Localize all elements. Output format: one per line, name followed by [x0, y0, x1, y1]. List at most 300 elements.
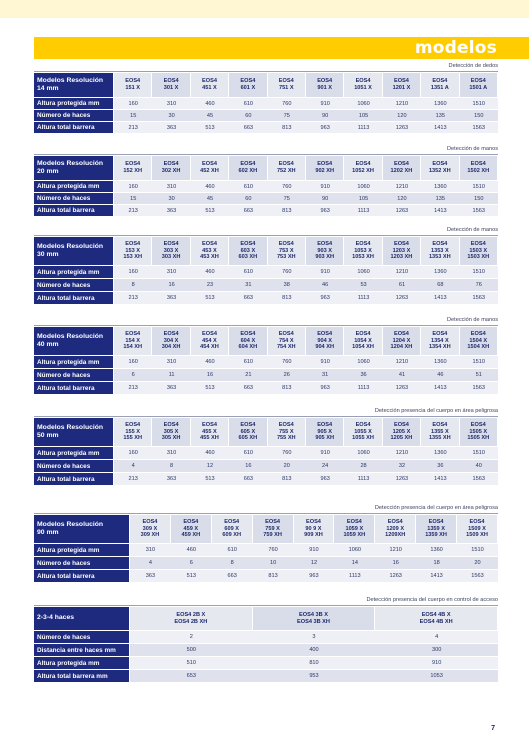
spec-value: 1510 [460, 181, 498, 193]
spec-value: 610 [229, 447, 267, 460]
spec-value: 6 [114, 369, 152, 382]
spec-value: 760 [268, 447, 306, 460]
model-cell [344, 327, 382, 356]
model-code-line: 153 XH [123, 254, 143, 261]
model-cell [421, 327, 459, 356]
model-header-row [34, 327, 498, 356]
model-code-line: 1209XH [385, 532, 406, 539]
spec-row [34, 473, 498, 486]
model-code-line: 1055 X [354, 428, 372, 435]
model-cell [268, 156, 306, 181]
spec-value: 46 [421, 369, 459, 382]
spec-value: 1210 [383, 181, 421, 193]
spec-value: 513 [171, 570, 212, 583]
model-code-line: 1504 X [469, 337, 488, 344]
model-code-line: 903 XH [315, 254, 334, 261]
model-code-line: 153 X [125, 247, 141, 254]
section-caption: Detección presencia del cuerpo en área peligrosa [374, 408, 498, 414]
model-code-line: 1509 X [468, 525, 486, 532]
spec-value: 910 [306, 447, 344, 460]
model-code-line: EOS4 [355, 422, 371, 429]
model-code-line: 904 X [317, 337, 332, 344]
spec-value: 60 [229, 193, 267, 205]
model-cell [375, 607, 498, 631]
spec-value: 1060 [334, 544, 375, 557]
spec-value: 910 [306, 98, 344, 110]
spec-value: 60 [229, 110, 267, 122]
model-cell [460, 327, 498, 356]
spec-value: 363 [152, 205, 190, 217]
model-code-line: EOS4 [202, 78, 217, 85]
model-cell [306, 418, 344, 447]
spec-value: 1413 [421, 122, 459, 134]
spec-value: 45 [191, 110, 229, 122]
model-cell [306, 73, 344, 98]
spec-value: 10 [253, 557, 294, 570]
resolution-label-line: Modelos Resolución [37, 159, 104, 167]
spec-value: 1510 [460, 356, 498, 369]
resolution-label [34, 515, 130, 544]
model-code-line: EOS4 [163, 78, 179, 85]
spec-value: 213 [114, 382, 152, 395]
spec-value: 18 [416, 557, 457, 570]
spec-value: 1113 [344, 473, 382, 486]
caption-divider [34, 154, 498, 155]
model-code-line: 755 X [278, 428, 294, 435]
spec-value: 1113 [344, 382, 382, 395]
model-cell [191, 327, 229, 356]
spec-value: 120 [383, 110, 421, 122]
spec-value: 610 [229, 266, 267, 279]
spec-value: 61 [383, 279, 421, 292]
spec-value: 11 [152, 369, 190, 382]
model-code-line: 1053 XH [352, 254, 374, 261]
model-cell [253, 607, 376, 631]
model-cell [268, 418, 306, 447]
model-code-line: 155 X [125, 428, 141, 435]
spec-value: 1263 [383, 473, 421, 486]
model-code-line: 754 XH [276, 344, 296, 351]
spec-value: 24 [306, 460, 344, 473]
spec-value: 36 [421, 460, 459, 473]
model-code-line: 152 XH [123, 168, 143, 174]
model-cell [460, 237, 498, 266]
model-cell [191, 73, 229, 98]
spec-table [34, 237, 498, 305]
model-code-line: EOS4 [432, 161, 448, 168]
spec-value: 910 [306, 356, 344, 369]
model-cell [344, 237, 382, 266]
spec-value: 16 [152, 279, 190, 292]
model-code-line: 1202 XH [390, 168, 413, 174]
model-cell [152, 418, 190, 447]
spec-value: 8 [152, 460, 190, 473]
model-cell [416, 515, 457, 544]
model-code-line: EOS4 [355, 78, 371, 85]
model-cell [344, 73, 382, 98]
spec-value: 1510 [460, 266, 498, 279]
spec-value: 663 [212, 570, 253, 583]
model-code-line: EOS4 [393, 161, 409, 168]
spec-value: 1360 [421, 266, 459, 279]
model-cell [375, 515, 416, 544]
spec-value: 963 [306, 205, 344, 217]
spec-value: 8 [114, 279, 152, 292]
row-label: Altura protegida mm [34, 181, 114, 193]
model-code-line: 1209 X [386, 525, 405, 532]
spec-row [34, 644, 498, 657]
model-code-line: EOS4 [240, 78, 256, 85]
spec-value: 1563 [460, 292, 498, 305]
model-code-line: 309 X [142, 525, 158, 532]
model-code-line: 1354 X [430, 337, 449, 344]
spec-value: 90 [306, 110, 344, 122]
spec-value: 460 [191, 356, 229, 369]
spec-value: 15 [114, 110, 152, 122]
spec-value: 513 [191, 473, 229, 486]
model-code-line: EOS4 [470, 241, 486, 248]
row-label: Altura protegida mm [34, 544, 130, 557]
spec-row [34, 631, 498, 644]
model-code-line: EOS4 [278, 241, 294, 248]
spec-value: 663 [229, 122, 267, 134]
spec-value: 513 [191, 382, 229, 395]
model-cell [334, 515, 375, 544]
model-code-line: EOS4 3B X [299, 611, 328, 618]
spec-value: 310 [152, 266, 190, 279]
resolution-label [34, 607, 130, 631]
model-code-line: 751 X [278, 85, 294, 91]
spec-row [34, 98, 498, 110]
spec-value: 510 [130, 657, 253, 670]
row-label: Altura protegida mm [34, 98, 114, 110]
spec-value: 1060 [344, 266, 382, 279]
model-code-line: EOS4 [163, 241, 179, 248]
row-label: Altura protegida mm [34, 356, 114, 369]
model-code-line: 602 XH [238, 168, 258, 174]
model-code-line: EOS4 [428, 519, 444, 526]
model-cell [457, 515, 498, 544]
model-code-line: 1059 X [345, 525, 364, 532]
model-code-line: EOS4 [240, 331, 256, 338]
model-cell [421, 237, 459, 266]
model-code-line: 1502 XH [467, 168, 490, 174]
model-cell [306, 156, 344, 181]
model-code-line: EOS4 [432, 241, 448, 248]
spec-value: 1053 [375, 670, 498, 683]
model-code-line: 1354 XH [428, 344, 451, 351]
model-code-line: EOS4 [355, 161, 371, 168]
caption-divider [34, 416, 498, 417]
model-code-line: 459 X [183, 525, 199, 532]
model-code-line: EOS4 [125, 78, 141, 85]
spec-table [34, 607, 498, 683]
spec-value: 160 [114, 98, 152, 110]
spec-value: 30 [152, 193, 190, 205]
model-code-line: EOS4 [393, 331, 409, 338]
model-cell [460, 156, 498, 181]
spec-value: 460 [191, 181, 229, 193]
model-code-line: EOS4 [240, 161, 256, 168]
model-code-line: 1359 X [427, 525, 445, 532]
spec-row [34, 181, 498, 193]
spec-table [34, 156, 498, 217]
model-code-line: 453 XH [200, 254, 219, 261]
spec-value: 813 [268, 292, 306, 305]
model-cell [171, 515, 212, 544]
spec-value: 1210 [383, 356, 421, 369]
spec-value: 6 [171, 557, 212, 570]
spec-value: 500 [130, 644, 253, 657]
spec-value: 460 [191, 266, 229, 279]
spec-row [34, 122, 498, 134]
caption-divider [34, 513, 498, 514]
spec-value: 310 [152, 447, 190, 460]
model-code-line: 1054 XH [352, 344, 374, 351]
model-code-line: 1059 XH [343, 532, 366, 539]
model-code-line: 759 X [265, 525, 280, 532]
model-code-line: 453 X [202, 247, 217, 254]
spec-value: 160 [114, 447, 152, 460]
section-caption: Detección de manos [447, 227, 498, 233]
model-code-line: 154 XH [123, 344, 143, 351]
section-caption: Detección presencia del cuerpo en área peligrosa [374, 505, 498, 511]
spec-value: 8 [212, 557, 253, 570]
row-label: Número de haces [34, 279, 114, 292]
spec-value: 1210 [383, 447, 421, 460]
spec-value: 12 [294, 557, 335, 570]
model-cell [114, 237, 152, 266]
model-code-line: EOS4 [265, 519, 281, 526]
spec-value: 1413 [421, 205, 459, 217]
model-code-line: EOS4 4B X [421, 611, 451, 618]
resolution-label-line: Modelos Resolución [37, 242, 104, 250]
model-cell [114, 156, 152, 181]
model-code-line: EOS4 2B X [176, 611, 206, 618]
row-label: Número de haces [34, 193, 114, 205]
model-code-line: EOS4 [317, 78, 333, 85]
model-code-line: EOS4 [393, 78, 409, 85]
spec-value: 760 [253, 544, 294, 557]
spec-value: 160 [114, 181, 152, 193]
model-code-line: 303 X [163, 247, 179, 254]
spec-value: 460 [191, 447, 229, 460]
model-code-line: EOS4 [432, 331, 448, 338]
resolution-label-line: Modelos Resolución [37, 520, 104, 528]
model-header-row [34, 156, 498, 181]
model-code-line: EOS4 [142, 519, 158, 526]
spec-value: 31 [306, 369, 344, 382]
spec-value: 663 [229, 292, 267, 305]
spec-row [34, 369, 498, 382]
section-caption: Detección de manos [447, 146, 498, 152]
spec-value: 363 [152, 382, 190, 395]
model-code-line: EOS4 [305, 519, 321, 526]
spec-table [34, 515, 498, 583]
spec-value: 513 [191, 122, 229, 134]
model-code-line: 304 XH [161, 344, 181, 351]
spec-row [34, 570, 498, 583]
spec-value: 90 [306, 193, 344, 205]
spec-value: 400 [253, 644, 376, 657]
spec-value: 963 [294, 570, 335, 583]
spec-value: 460 [171, 544, 212, 557]
spec-value: 363 [152, 122, 190, 134]
row-label: Altura total barrera [34, 382, 114, 395]
row-label: Altura total barrera [34, 292, 114, 305]
spec-value: 813 [268, 205, 306, 217]
spec-row [34, 205, 498, 217]
model-code-line: EOS4 [278, 422, 294, 429]
spec-value: 610 [229, 98, 267, 110]
resolution-label-line: 20 mm [37, 168, 59, 175]
resolution-label-line: 2-3-4 haces [37, 614, 75, 622]
model-code-line: EOS4 [125, 161, 141, 168]
model-cell [114, 418, 152, 447]
model-code-line: EOS4 [125, 241, 141, 248]
spec-value: 910 [306, 266, 344, 279]
model-cell [229, 73, 267, 98]
spec-value: 1563 [460, 473, 498, 486]
spec-value: 14 [334, 557, 375, 570]
model-cell [152, 237, 190, 266]
model-code-line: EOS4 [125, 331, 141, 338]
spec-value: 1413 [416, 570, 457, 583]
model-code-line: EOS4 [387, 519, 403, 526]
page-number: 7 [491, 725, 495, 732]
model-header-row [34, 73, 498, 98]
spec-value: 150 [460, 193, 498, 205]
model-cell [306, 237, 344, 266]
model-code-line: 905 X [317, 428, 332, 435]
model-cell [268, 237, 306, 266]
spec-value: 1510 [460, 98, 498, 110]
model-code-line: 155 XH [123, 435, 143, 442]
model-cell [383, 327, 421, 356]
spec-value: 31 [229, 279, 267, 292]
spec-value: 160 [114, 266, 152, 279]
model-code-line: EOS4 [278, 331, 294, 338]
model-code-line: 151 X [125, 85, 141, 91]
spec-value: 160 [114, 356, 152, 369]
spec-value: 1563 [457, 570, 498, 583]
caption-divider [34, 235, 498, 236]
spec-value: 120 [383, 193, 421, 205]
model-cell [130, 607, 253, 631]
model-code-line: EOS4 [317, 331, 333, 338]
model-code-line: EOS4 [470, 161, 486, 168]
spec-value: 1263 [375, 570, 416, 583]
model-code-line: EOS4 [224, 519, 240, 526]
caption-divider [34, 325, 498, 326]
resolution-label-line: 30 mm [37, 251, 59, 258]
model-code-line: EOS4 [240, 241, 256, 248]
resolution-label [34, 73, 114, 98]
model-cell [253, 515, 294, 544]
model-code-line: 302 XH [161, 168, 181, 174]
model-code-line: EOS4 [317, 241, 333, 248]
spec-value: 653 [130, 670, 253, 683]
row-label: Número de haces [34, 460, 114, 473]
spec-value: 760 [268, 266, 306, 279]
model-code-line: 905 XH [315, 435, 334, 442]
spec-value: 1510 [457, 544, 498, 557]
model-code-line: 909 XH [304, 532, 323, 539]
spec-value: 310 [152, 98, 190, 110]
model-code-line: EOS4 [202, 241, 217, 248]
model-cell [114, 327, 152, 356]
model-code-line: EOS4 4B XH [419, 618, 453, 625]
spec-value: 105 [344, 193, 382, 205]
spec-value: 1113 [344, 292, 382, 305]
model-code-line: EOS4 [469, 519, 485, 526]
model-code-line: EOS4 [240, 422, 256, 429]
spec-row [34, 266, 498, 279]
model-cell [460, 418, 498, 447]
spec-value: 663 [229, 473, 267, 486]
model-code-line: 1352 XH [428, 168, 451, 174]
spec-value: 16 [375, 557, 416, 570]
spec-value: 1360 [416, 544, 457, 557]
spec-value: 363 [152, 292, 190, 305]
model-cell [229, 156, 267, 181]
model-code-line: 603 X [240, 247, 256, 254]
spec-value: 1210 [383, 98, 421, 110]
spec-value: 1060 [344, 181, 382, 193]
resolution-label [34, 237, 114, 266]
row-label: Número de haces [34, 369, 114, 382]
model-cell [152, 156, 190, 181]
spec-value: 213 [114, 205, 152, 217]
model-code-line: 1052 XH [352, 168, 374, 174]
model-code-line: EOS4 [163, 422, 179, 429]
model-cell [229, 237, 267, 266]
spec-value: 75 [268, 193, 306, 205]
model-code-line: 1501 A [469, 85, 488, 91]
model-cell [306, 327, 344, 356]
section-caption: Detección de manos [447, 317, 498, 323]
resolution-label-line: Modelos Resolución [37, 423, 104, 431]
spec-value: 1563 [460, 205, 498, 217]
model-code-line: 455 XH [200, 435, 219, 442]
model-code-line: 1205 XH [390, 435, 413, 442]
spec-table [34, 418, 498, 486]
model-code-line: 305 XH [161, 435, 181, 442]
section-caption: Detección de dedos [448, 63, 498, 69]
spec-value: 1263 [383, 122, 421, 134]
spec-value: 760 [268, 181, 306, 193]
model-cell [344, 156, 382, 181]
spec-value: 910 [306, 181, 344, 193]
spec-value: 75 [268, 110, 306, 122]
spec-value: 1060 [344, 98, 382, 110]
spec-value: 2 [130, 631, 253, 644]
spec-row [34, 460, 498, 473]
spec-value: 1360 [421, 98, 459, 110]
spec-value: 910 [375, 657, 498, 670]
spec-value: 1210 [383, 266, 421, 279]
model-code-line: 601 X [240, 85, 256, 91]
model-code-line: 753 X [278, 247, 294, 254]
model-code-line: 303 XH [161, 254, 181, 261]
resolution-label [34, 418, 114, 447]
resolution-label-line: 14 mm [37, 85, 59, 92]
spec-value: 26 [268, 369, 306, 382]
model-cell [421, 418, 459, 447]
spec-value: 105 [344, 110, 382, 122]
model-cell [383, 73, 421, 98]
model-code-line: EOS4 [346, 519, 362, 526]
